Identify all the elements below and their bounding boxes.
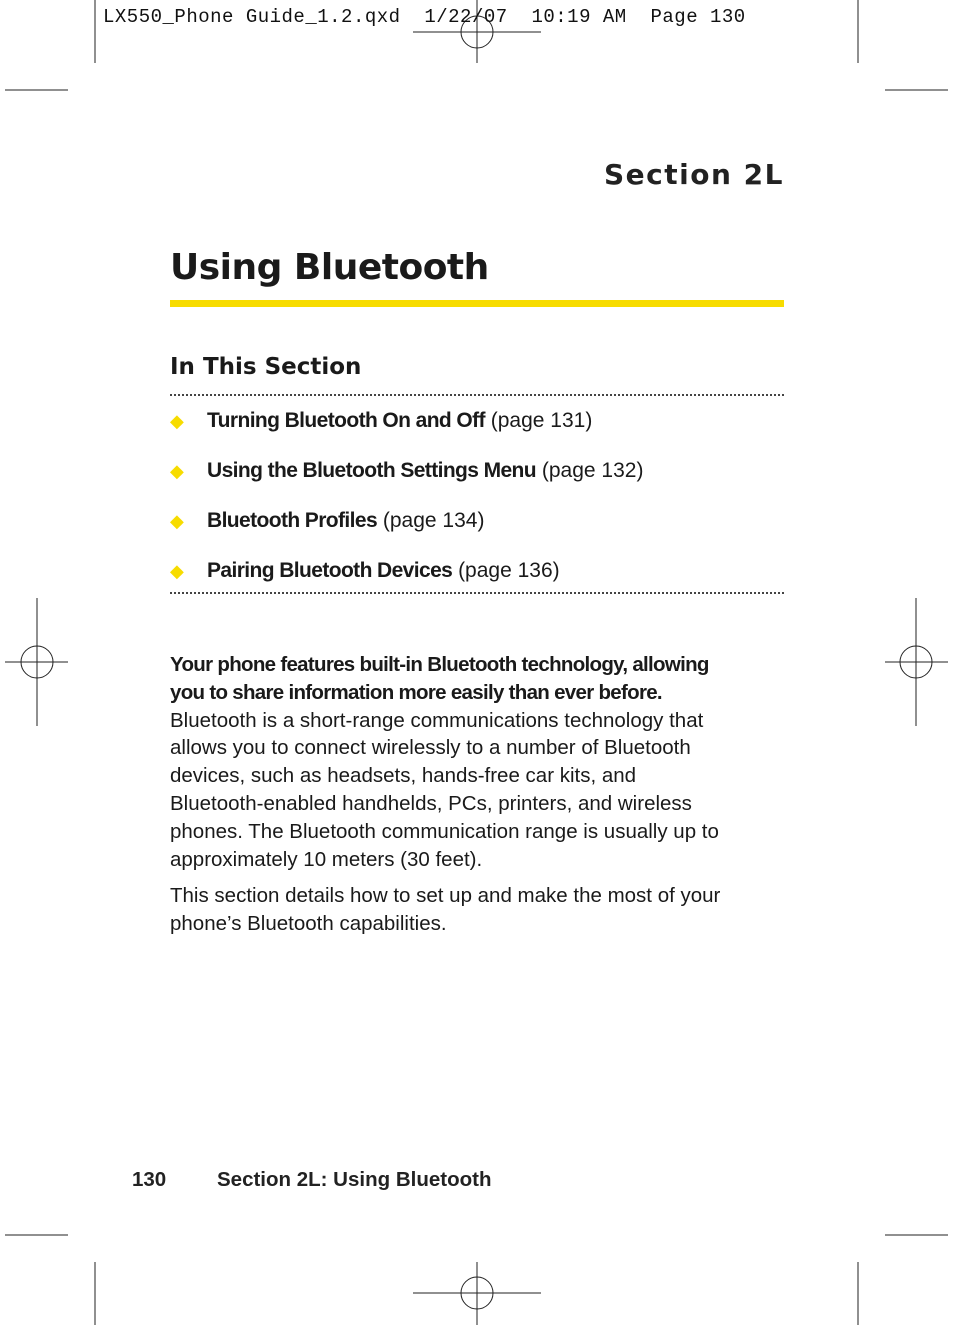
toc-item[interactable]	[170, 554, 643, 604]
diamond-icon: ◆	[170, 561, 184, 581]
in-this-section-heading: In This Section	[170, 354, 362, 380]
intro-lead: Your phone features built-in Bluetooth technology, allowing you to share information more easily than ever before.	[170, 653, 709, 704]
toc-item-page-ref: (page 132)	[536, 459, 644, 482]
toc-item-title: Turning Bluetooth On and Off	[207, 409, 485, 432]
diamond-icon: ◆	[170, 511, 184, 531]
print-slug-line: LX550_Phone Guide_1.2.qxd 1/22/07 10:19 AM Page 130	[103, 6, 746, 28]
page-footer	[132, 1168, 491, 1192]
toc-item-title: Bluetooth Profiles	[207, 509, 378, 532]
toc-list	[170, 404, 643, 604]
toc-item-page-ref: (page 134)	[377, 509, 485, 532]
page-number: 130	[132, 1168, 167, 1191]
chapter-title: Using Bluetooth	[170, 247, 489, 288]
toc-top-divider	[170, 394, 784, 396]
intro-paragraph	[170, 651, 730, 873]
toc-item[interactable]	[170, 504, 643, 554]
toc-item-page-ref: (page 136)	[452, 559, 560, 582]
toc-item-title: Pairing Bluetooth Devices	[207, 559, 453, 582]
toc-item-title: Using the Bluetooth Settings Menu	[207, 459, 537, 482]
intro-body: Bluetooth is a short-range communications technology that allows you to connect wirelessly to a number of Bluetooth devices, such as headsets, hands-free car kits, and Bluetooth-enabled handhelds, PCs, printers, and wireless phones. The Bluetooth communication range is usually up to approximately 10 meters (30 feet).	[170, 708, 719, 871]
toc-bottom-divider	[170, 592, 784, 594]
toc-item[interactable]	[170, 404, 643, 454]
section-label: Section 2L	[604, 158, 784, 191]
intro-closing: This section details how to set up and make the most of your phone’s Bluetooth capabilities.	[170, 884, 721, 936]
running-title: Section 2L: Using Bluetooth	[217, 1168, 492, 1191]
toc-item-page-ref: (page 131)	[484, 409, 593, 432]
diamond-icon: ◆	[170, 461, 184, 481]
title-underline	[170, 300, 784, 307]
toc-item[interactable]	[170, 454, 643, 504]
intro-text	[170, 651, 730, 947]
diamond-icon: ◆	[170, 411, 184, 431]
